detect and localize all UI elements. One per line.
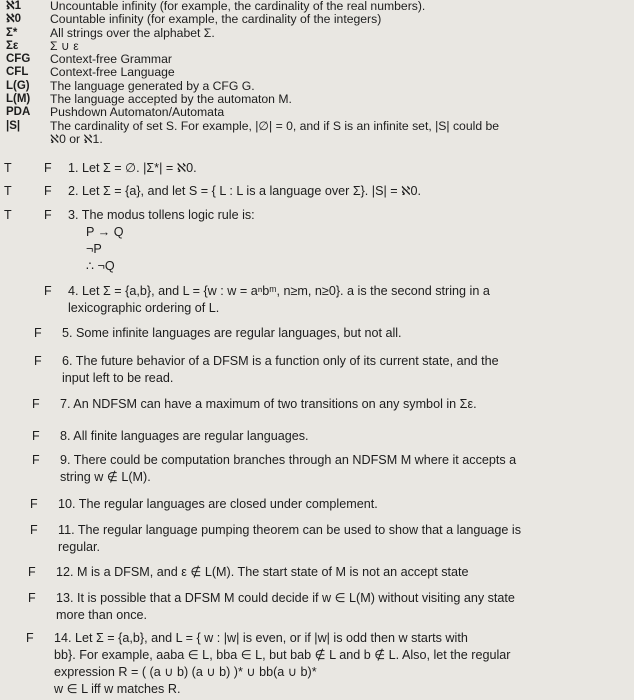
legend-symbol: Σε (6, 39, 19, 52)
question-line: 14. Let Σ = {a,b}, and L = { w : |w| is even, or if |w| is odd then w starts with (54, 631, 468, 645)
question-line: 6. The future behavior of a DFSM is a function only of its current state, and the (62, 354, 499, 368)
legend-row (4, 133, 630, 146)
legend-row (4, 13, 630, 26)
false-option[interactable]: F (44, 208, 52, 222)
legend-symbol: Σ* (6, 26, 18, 39)
question-text (68, 160, 628, 177)
question-text (68, 207, 628, 275)
question-text (58, 496, 628, 513)
question-line: input left to be read. (62, 371, 174, 385)
false-option[interactable]: F (32, 397, 40, 411)
legend-definition: Σ ∪ ε (50, 38, 79, 53)
question-text (56, 564, 628, 581)
false-option[interactable]: F (44, 284, 52, 298)
legend-definition: The cardinality of set S. For example, |∅| = 0, and if S is an infinite set, |S| could be (50, 118, 500, 133)
question-line: 12. M is a DFSM, and ε ∉ L(M). The start state of M is not an accept state (56, 565, 469, 579)
legend-row (4, 66, 630, 79)
false-option[interactable]: F (30, 523, 38, 537)
question-text (68, 183, 628, 200)
legend-symbol: ℵ0 (6, 13, 21, 26)
false-option[interactable]: F (28, 591, 36, 605)
logic-conclusion: ∴ ¬Q (86, 259, 115, 273)
question-line: 2. Let Σ = {a}, and let S = { L : L is a language over Σ}. |S| = ℵ0. (68, 184, 421, 198)
false-option[interactable]: F (28, 565, 36, 579)
legend-row (4, 0, 630, 13)
legend-symbol: CFG (6, 53, 31, 66)
false-option[interactable]: F (32, 429, 40, 443)
legend-symbol: CFL (6, 66, 29, 79)
legend-definition: Uncountable infinity (for example, the cardinality of the real numbers). (50, 0, 426, 13)
legend-row (4, 80, 630, 93)
legend-definition: The language accepted by the automaton M. (50, 92, 292, 107)
question-line: 10. The regular languages are closed under complement. (58, 497, 378, 511)
legend-definition: Context-free Grammar (50, 52, 172, 67)
question-line: 8. All finite languages are regular languages. (60, 429, 309, 443)
question-line: 11. The regular language pumping theorem can be used to show that a language is (58, 523, 522, 537)
question-text (58, 522, 628, 556)
false-option[interactable]: F (34, 326, 42, 340)
false-option[interactable]: F (26, 631, 34, 645)
question-text (56, 590, 628, 624)
legend-definition: The language generated by a CFG G. (50, 78, 255, 93)
legend-row (4, 27, 630, 40)
question-text (62, 325, 628, 342)
question-line: more than once. (56, 608, 148, 622)
question-line: bb}. For example, aaba ∈ L, bba ∈ L, but bab ∉ L and b ∉ L. Also, let the regular (54, 648, 511, 662)
question-line: w ∈ L iff w matches R. (54, 682, 181, 696)
true-option[interactable]: T (4, 208, 12, 222)
false-option[interactable]: F (34, 354, 42, 368)
question-text (60, 428, 628, 445)
notation-legend (4, 0, 630, 146)
legend-definition: All strings over the alphabet Σ. (50, 25, 215, 40)
legend-row (4, 93, 630, 106)
legend-definition: Pushdown Automaton/Automata (50, 105, 225, 120)
legend-row (4, 40, 630, 53)
legend-row (4, 106, 630, 119)
question-text (54, 630, 628, 698)
false-option[interactable]: F (44, 184, 52, 198)
question-text (60, 396, 628, 413)
false-option[interactable]: F (30, 497, 38, 511)
legend-symbol: |S| (6, 119, 21, 132)
question-text (60, 452, 628, 486)
legend-symbol: ℵ1 (6, 0, 21, 12)
question-line: 13. It is possible that a DFSM M could decide if w ∈ L(M) without visiting any state (56, 591, 515, 605)
question-line: 5. Some infinite languages are regular languages, but not all. (62, 326, 402, 340)
false-option[interactable]: F (44, 161, 52, 175)
logic-premise: ¬P (86, 242, 102, 256)
question-text (62, 353, 628, 387)
regular-expression: expression R = ( (a ∪ b) (a ∪ b) )* ∪ bb(a ∪ b)* (54, 665, 317, 679)
legend-symbol: PDA (6, 106, 31, 119)
question-line: 3. The modus tollens logic rule is: (68, 208, 255, 222)
question-line: 7. An NDFSM can have a maximum of two transitions on any symbol in Σε. (60, 397, 477, 411)
legend-symbol: L(M) (6, 93, 31, 106)
legend-row (4, 120, 630, 133)
question-line: 4. Let Σ = {a,b}, and L = {w : w = aⁿbᵐ, n≥m, n≥0}. a is the second string in a (68, 284, 490, 298)
false-option[interactable]: F (32, 453, 40, 467)
question-line: 1. Let Σ = ∅. |Σ*| = ℵ0. (68, 161, 197, 175)
legend-definition: Context-free Language (50, 65, 175, 80)
true-option[interactable]: T (4, 161, 12, 175)
legend-definition: Countable infinity (for example, the cardinality of the integers) (50, 12, 382, 27)
legend-definition: ℵ0 or ℵ1. (50, 131, 103, 146)
question-line: lexicographic ordering of L. (68, 301, 220, 315)
legend-symbol: L(G) (6, 79, 30, 92)
question-line: regular. (58, 540, 101, 554)
legend-row (4, 53, 630, 66)
question-text (68, 283, 628, 317)
logic-premise: P → Q (86, 225, 124, 239)
legend-symbol (4, 133, 50, 146)
question-line: 9. There could be computation branches through an NDFSM M where it accepts a (60, 453, 517, 467)
question-line: string w ∉ L(M). (60, 470, 151, 484)
true-option[interactable]: T (4, 184, 12, 198)
